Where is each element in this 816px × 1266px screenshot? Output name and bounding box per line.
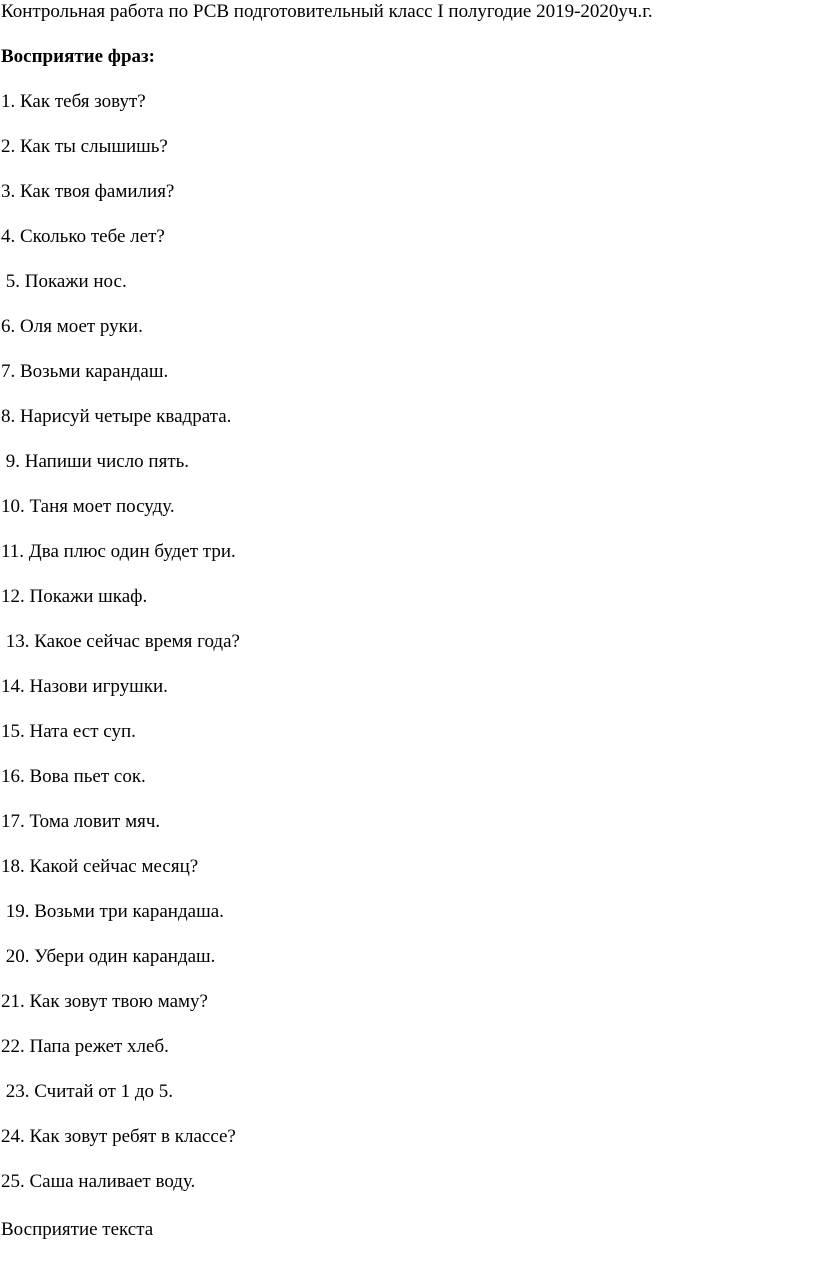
list-item: 14. Назови игрушки. (1, 676, 168, 697)
list-item: 19. Возьми три карандаша. (1, 901, 224, 922)
list-item: 9. Напиши число пять. (1, 451, 190, 472)
list-item: 12. Покажи шкаф. (1, 586, 148, 607)
list-item: 23. Считай от 1 до 5. (1, 1081, 174, 1102)
footer-heading: Восприятие текста (1, 1219, 154, 1240)
list-item: 6. Оля моет руки. (1, 316, 143, 337)
list-item: 13. Какое сейчас время года? (1, 631, 240, 652)
list-item: 1. Как тебя зовут? (1, 91, 146, 112)
list-item: 10. Таня моет посуду. (1, 496, 175, 517)
list-item: 20. Убери один карандаш. (1, 946, 216, 967)
list-item: 21. Как зовут твою маму? (1, 991, 208, 1012)
list-item: 15. Ната ест суп. (1, 721, 136, 742)
list-item: 8. Нарисуй четыре квадрата. (1, 406, 232, 427)
list-item: 4. Сколько тебе лет? (1, 226, 165, 247)
list-item: 22. Папа режет хлеб. (1, 1036, 169, 1057)
list-item: 17. Тома ловит мяч. (1, 811, 161, 832)
list-item: 3. Как твоя фамилия? (1, 181, 175, 202)
list-item: 18. Какой сейчас месяц? (1, 856, 199, 877)
list-item: 7. Возьми карандаш. (1, 361, 169, 382)
list-item: 16. Вова пьет сок. (1, 766, 146, 787)
list-item: 2. Как ты слышишь? (1, 136, 168, 157)
list-item: 11. Два плюс один будет три. (1, 541, 236, 562)
list-item: 24. Как зовут ребят в классе? (1, 1126, 236, 1147)
list-item: 5. Покажи нос. (1, 271, 127, 292)
list-item: 25. Саша наливает воду. (1, 1171, 196, 1192)
section-heading: Восприятие фраз: (1, 46, 155, 67)
document-title: Контрольная работа по РСВ подготовительный класс I полугодие 2019-2020уч.г. (1, 1, 653, 22)
